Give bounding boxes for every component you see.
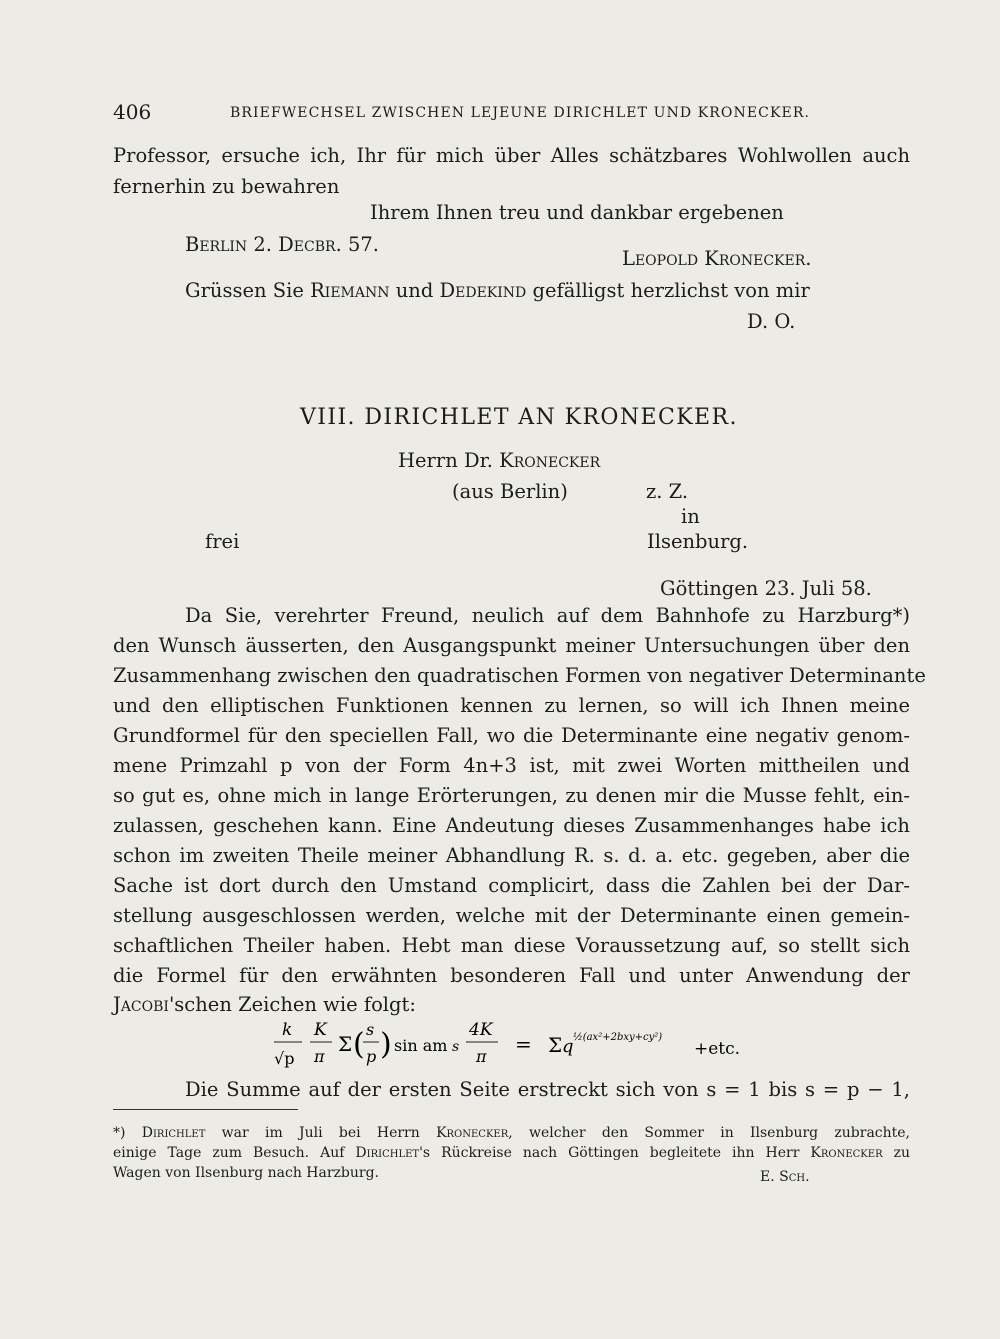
address-line-1 [398, 448, 600, 474]
page-header [113, 100, 913, 130]
formula-equals: = [515, 1032, 532, 1056]
body-line-12: schaftlichen Theiler haben. Hebt man diese Voraussetzung auf, so stellt sich [113, 934, 910, 957]
jacobi-name: Jacobi [113, 993, 169, 1016]
body-line-9: schon im zweiten Theile meiner Abhandlung R. s. d. a. etc. gegeben, aber die [113, 844, 910, 867]
formula-sigma: Σ [338, 1032, 353, 1056]
formula-exponent: ½(ax²+2bxy+cy²) [573, 1032, 663, 1043]
address-zz: z. Z. [646, 480, 689, 503]
running-title: BRIEFWECHSEL ZWISCHEN LEJEUNE DIRICHLET UND KRONECKER. [230, 105, 811, 121]
body-line-4: und den elliptischen Funktionen kennen zu lernen, so will ich Ihnen meine [113, 694, 910, 717]
footnote-name-kronecker-2: Kronecker [810, 1145, 883, 1161]
closing-line-1: Professor, ersuche ich, Ihr für mich über Alles schätzbares Wohlwollen auch [113, 144, 910, 167]
closing-initials: D. O. [747, 310, 796, 333]
closing-postscript [185, 278, 810, 304]
footnote-line-2 [113, 1144, 910, 1162]
formula-k: k [282, 1020, 293, 1040]
body-line-1: Da Sie, verehrter Freund, neulich auf dem Bahnhofe zu Harzburg*) [185, 604, 910, 627]
formula-pi-2: π [476, 1047, 487, 1066]
footnote-star: *) [113, 1125, 142, 1141]
footnote-editor: E. Sch. [760, 1169, 810, 1185]
ps-name-riemann: Riemann [310, 279, 390, 302]
body-line-3: Zusammenhang zwischen den quadratischen Formen von negativer Determinante [113, 664, 926, 687]
closing-signature: Leopold Kronecker. [622, 247, 812, 270]
body-line-11: stellung ausgeschlossen werden, welche mit der Determinante einen gemein- [113, 904, 910, 927]
ps-text-mid: und [389, 279, 440, 302]
letter-heading: VIII. DIRICHLET AN KRONECKER. [300, 405, 738, 430]
body-line-13: die Formel für den erwähnten besonderen Fall und unter Anwendung der [113, 964, 910, 987]
ps-text-pre: Grüssen Sie [185, 279, 311, 302]
closing-line-2: fernerhin zu bewahren [113, 175, 340, 198]
address-name: Kronecker [499, 449, 601, 472]
formula-sigma-2: Σ [548, 1033, 563, 1057]
footnote-line2-post: zu [882, 1145, 911, 1161]
footnote-line-1 [113, 1124, 910, 1142]
footnote-line2-mid: 's Rückreise nach Göttingen begleitete ihn Herr [419, 1145, 811, 1161]
body-line-14 [113, 992, 416, 1018]
dateline: Göttingen 23. Juli 58. [660, 577, 872, 600]
formula-4K: 4K [469, 1020, 493, 1040]
body-last-line: Die Summe auf der ersten Seite erstreckt sich von s = 1 bis s = p − 1, [185, 1078, 910, 1101]
body-line-5: Grundformel für den speciellen Fall, wo die Determinante eine negativ genom- [113, 724, 910, 747]
ps-text-post: gefälligst herzlichst von mir [526, 279, 810, 302]
formula-p: p [366, 1047, 377, 1066]
footnote-rule [113, 1109, 298, 1110]
body-line-10: Sache ist dort durch den Umstand complicirt, dass die Zahlen bei der Dar- [113, 874, 910, 897]
body-line-6: mene Primzahl p von der Form 4n+3 ist, mit zwei Worten mittheilen und [113, 754, 910, 777]
jacobi-rest: 'schen Zeichen wie folgt: [168, 993, 416, 1016]
footnote-name-dirichlet-2: Dirichlet [355, 1145, 420, 1161]
footnote-line2-pre: einige Tage zum Besuch. Auf [113, 1145, 356, 1161]
ps-name-dedekind: Dedekind [439, 279, 527, 302]
address-frei: frei [205, 530, 240, 553]
formula-q: q [562, 1036, 574, 1057]
formula-sqrt-p: √p [274, 1049, 295, 1068]
address-in: in [681, 505, 700, 528]
closing-greeting: Ihrem Ihnen treu und dankbar ergebenen [370, 201, 784, 224]
address-prefix: Herrn Dr. [398, 449, 500, 472]
body-line-8: zulassen, geschehen kann. Eine Andeutung dieses Zusammenhanges habe ich [113, 814, 910, 837]
footnote-text-2: , welcher den Sommer in Ilsenburg zubrachte, [508, 1125, 911, 1141]
closing-place-date: Berlin 2. Decbr. 57. [185, 233, 379, 256]
formula [270, 1018, 790, 1078]
page-number: 406 [113, 100, 152, 124]
footnote-text-1: war im Juli bei Herrn [205, 1125, 437, 1141]
formula-pi: π [314, 1047, 325, 1066]
body-line-7: so gut es, ohne mich in lange Erörterungen, zu denen mir die Musse fehlt, ein- [113, 784, 910, 807]
formula-s: s [366, 1020, 375, 1039]
footnote-name-dirichlet: Dirichlet [141, 1125, 206, 1141]
formula-paren-close: ) [380, 1027, 392, 1062]
formula-K: K [314, 1020, 327, 1040]
formula-paren-open: ( [353, 1027, 365, 1062]
body-line-2: den Wunsch äusserten, den Ausgangspunkt meiner Untersuchungen über den [113, 634, 910, 657]
formula-s-2: s [452, 1039, 460, 1055]
footnote-name-kronecker: Kronecker [436, 1125, 509, 1141]
formula-etc: +etc. [694, 1039, 741, 1059]
formula-sin-am: sin am [394, 1036, 448, 1055]
address-city: (aus Berlin) [452, 480, 568, 503]
footnote-line-3: Wagen von Ilsenburg nach Harzburg. [113, 1165, 379, 1181]
address-place: Ilsenburg. [647, 530, 749, 553]
